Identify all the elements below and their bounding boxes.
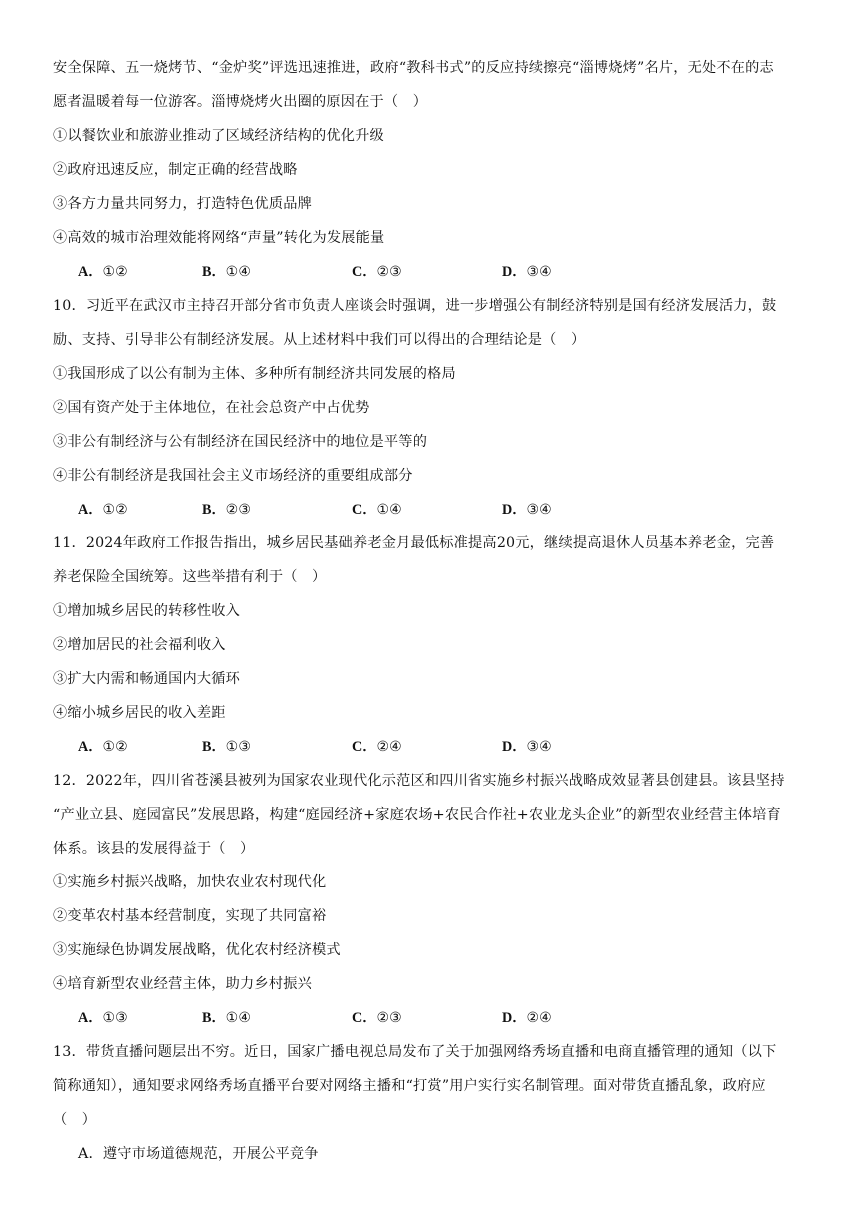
q12-stem-line-2: “产业立县、庭园富民”发展思路，构建“庭园经济+家庭农场+农民合作社+农业龙头企业”的新型农业经营主体培育 — [53, 807, 781, 823]
option-text: ②④ — [526, 1010, 552, 1026]
q11-option-d[interactable] — [502, 737, 552, 757]
q11-option-a[interactable] — [78, 737, 128, 757]
option-key: D． — [502, 1010, 527, 1026]
option-text: ①② — [102, 264, 128, 280]
option-key: C． — [352, 264, 377, 280]
q13-stem-line-3: （ ） — [53, 1112, 97, 1128]
option-text: ①② — [102, 502, 128, 518]
q11-stem-line-2: 养老保险全国统筹。这些举措有利于（ ） — [53, 569, 327, 585]
option-text: ①④ — [376, 502, 402, 518]
option-key: C． — [352, 502, 377, 518]
q9-option-d[interactable] — [502, 262, 552, 282]
q11-statement-1: ①增加城乡居民的转移性收入 — [53, 603, 241, 619]
q11-statement-2: ②增加居民的社会福利收入 — [53, 637, 226, 653]
option-key: D． — [502, 739, 527, 755]
option-key: A． — [78, 264, 103, 280]
q11-statement-3: ③扩大内需和畅通国内大循环 — [53, 671, 241, 687]
q11-statement-4: ④缩小城乡居民的收入差距 — [53, 705, 226, 721]
q12-statement-3: ③实施绿色协调发展战略，优化农村经济模式 — [53, 942, 341, 958]
option-key: A． — [78, 739, 103, 755]
option-key: B． — [202, 502, 226, 518]
option-text: ②④ — [376, 739, 402, 755]
option-text: ②③ — [376, 1010, 402, 1026]
q12-option-b[interactable] — [202, 1008, 251, 1028]
q9-stem-line-2: 愿者温暖着每一位游客。淄博烧烤火出圈的原因在于（ ） — [53, 94, 428, 110]
q9-statement-1: ①以餐饮业和旅游业推动了区域经济结构的优化升级 — [53, 128, 384, 144]
q9-statement-4: ④高效的城市治理效能将网络“声量”转化为发展能量 — [53, 230, 385, 246]
option-text: ①④ — [225, 264, 252, 280]
q11-stem-line-1: 11．2024年政府工作报告指出，城乡居民基础养老金月最低标准提高20元，继续提高退休人员基本养老金，完善 — [53, 535, 775, 551]
q10-option-c[interactable] — [352, 500, 402, 520]
q9-option-a[interactable] — [78, 262, 128, 282]
q9-option-c[interactable] — [352, 262, 402, 282]
option-text: ③④ — [526, 502, 552, 518]
q9-stem-line-1: 安全保障、五一烧烤节、“金炉奖”评选迅速推进，政府“教科书式”的反应持续擦亮“淄博烧烤”名片，无处不在的志 — [53, 60, 774, 76]
q12-stem-line-1: 12．2022年，四川省苍溪县被列为国家农业现代化示范区和四川省实施乡村振兴战略成效显著县创建县。该县坚持 — [53, 773, 785, 789]
option-key: B． — [202, 1010, 226, 1026]
option-key: C． — [352, 739, 377, 755]
q13-option-a[interactable]: A．遵守市场道德规范，开展公平竞争 — [78, 1146, 319, 1162]
q12-option-c[interactable] — [352, 1008, 402, 1028]
option-key: C． — [352, 1010, 377, 1026]
q13-stem-line-1: 13．带货直播问题层出不穷。近日，国家广播电视总局发布了关于加强网络秀场直播和电商直播管理的通知（以下 — [53, 1044, 777, 1060]
q9-option-b[interactable] — [202, 262, 251, 282]
q12-stem-line-3: 体系。该县的发展得益于（ ） — [53, 841, 255, 857]
q11-option-c[interactable] — [352, 737, 402, 757]
q12-statement-1: ①实施乡村振兴战略，加快农业农村现代化 — [53, 874, 327, 890]
q10-option-b[interactable] — [202, 500, 251, 520]
q12-option-d[interactable] — [502, 1008, 552, 1028]
q11-options — [78, 737, 798, 757]
option-key: D． — [502, 502, 527, 518]
q12-statement-2: ②变革农村基本经营制度，实现了共同富裕 — [53, 908, 327, 924]
option-text: ②③ — [376, 264, 402, 280]
q10-stem-line-1: 10．习近平在武汉市主持召开部分省市负责人座谈会时强调，进一步增强公有制经济特别是国有经济发展活力，鼓 — [53, 298, 777, 314]
option-key: A． — [78, 502, 103, 518]
option-text: ③④ — [526, 264, 552, 280]
option-key: B． — [202, 264, 226, 280]
option-text: ①② — [102, 739, 128, 755]
q9-statement-3: ③各方力量共同努力，打造特色优质品牌 — [53, 196, 312, 212]
q10-statement-4: ④非公有制经济是我国社会主义市场经济的重要组成部分 — [53, 468, 413, 484]
option-text: ①④ — [225, 1010, 252, 1026]
option-key: B． — [202, 739, 226, 755]
q10-statement-2: ②国有资产处于主体地位，在社会总资产中占优势 — [53, 400, 370, 416]
option-text: ②③ — [225, 502, 252, 518]
q10-statement-1: ①我国形成了以公有制为主体、多种所有制经济共同发展的格局 — [53, 366, 456, 382]
q10-option-a[interactable] — [78, 500, 128, 520]
q10-statement-3: ③非公有制经济与公有制经济在国民经济中的地位是平等的 — [53, 434, 428, 450]
q13-stem-line-2: 简称通知），通知要求网络秀场直播平台要对网络主播和“打赏”用户实行实名制管理。面对带货直播乱象，政府应 — [53, 1078, 766, 1094]
option-text: ①③ — [225, 739, 252, 755]
q11-option-b[interactable] — [202, 737, 251, 757]
option-text: ③④ — [526, 739, 552, 755]
option-text: ①③ — [102, 1010, 128, 1026]
q9-statement-2: ②政府迅速反应，制定正确的经营战略 — [53, 162, 298, 178]
q12-option-a[interactable] — [78, 1008, 128, 1028]
q10-stem-line-2: 励、支持、引导非公有制经济发展。从上述材料中我们可以得出的合理结论是（ ） — [53, 332, 586, 348]
q12-options — [78, 1008, 798, 1028]
q12-statement-4: ④培育新型农业经营主体，助力乡村振兴 — [53, 976, 312, 992]
option-key: D． — [502, 264, 527, 280]
q9-options — [78, 262, 798, 282]
q10-option-d[interactable] — [502, 500, 552, 520]
option-key: A． — [78, 1010, 103, 1026]
q10-options — [78, 500, 798, 520]
